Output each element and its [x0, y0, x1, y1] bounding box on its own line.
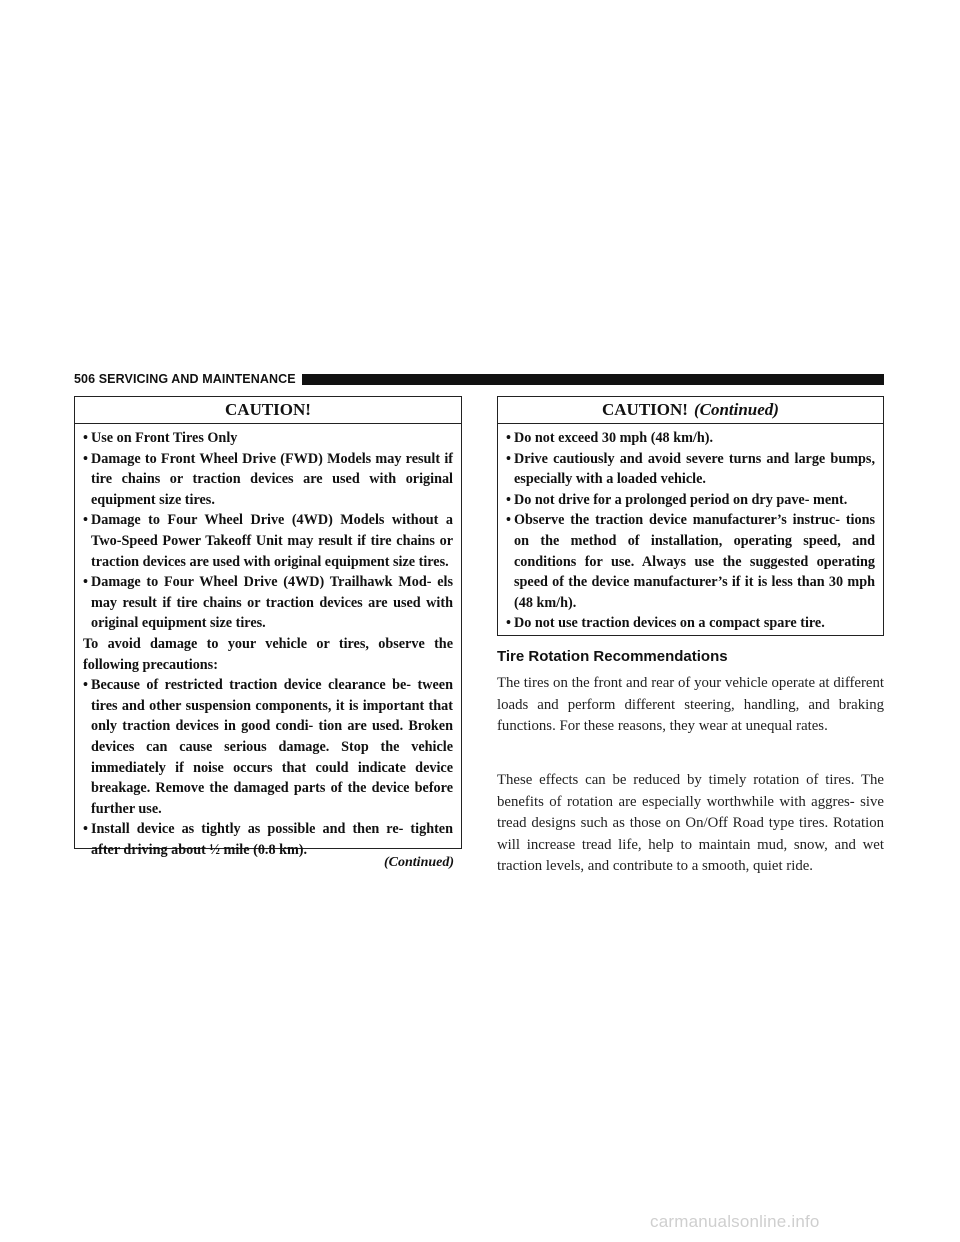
body-paragraph: The tires on the front and rear of your vehicle operate at different loads and perform different steering, handling, and braking functions. For these reasons, they wear at unequal rates. — [497, 675, 884, 735]
watermark: carmanualsonline.info — [650, 1212, 820, 1231]
bullet-text: Use on Front Tires Only — [91, 430, 238, 446]
section-heading: Tire Rotation Recommendations — [497, 648, 728, 665]
caution-box-right — [497, 396, 884, 636]
bullet-dot: • — [506, 430, 511, 446]
bullet-item — [506, 428, 875, 449]
bullet-dot: • — [83, 677, 88, 694]
bullet-item — [506, 613, 875, 634]
caution-title-text: CAUTION! — [602, 400, 688, 419]
bullet-dot: • — [506, 512, 511, 529]
bullet-text: Do not exceed 30 mph (48 km/h). — [514, 430, 714, 446]
bullet-item — [83, 572, 453, 634]
bullet-item — [83, 428, 453, 449]
bullet-dot: • — [506, 491, 511, 508]
bullet-item — [83, 510, 453, 572]
caution-title-text: CAUTION! — [225, 400, 311, 419]
page-header-text: 506 SERVICING AND MAINTENANCE — [74, 372, 296, 386]
bullet-text: Drive cautiously and avoid severe turns and large bumps, especially with a loaded vehicle. — [514, 450, 875, 488]
caution-box-left — [74, 396, 462, 858]
bullet-text: Because of restricted traction device clearance be- tween tires and other suspension components, it is important that only traction devices in good condi- tion are used. Broken devices can cause serious damage. Stop the vehicle immediately if noise occurs that could indicate device breakage. Remove the damaged parts of the device before further use. — [91, 677, 453, 817]
caution-intro: To avoid damage to your vehicle or tires, observe the following precautions: — [83, 635, 453, 673]
bullet-text: Install device as tightly as possible and then re- tighten after driving about ½ mile (0.8 km). — [91, 821, 453, 858]
bullet-dot: • — [83, 574, 88, 591]
caution-title — [75, 397, 461, 424]
bullet-item — [83, 675, 453, 819]
bullet-dot: • — [506, 615, 511, 632]
bullet-text: Observe the traction device manufacturer’s instruc- tions on the method of installation, operating speed, and conditions for use. Always use the suggested operating speed of the device manufacturer’s if it is less than 30 mph (48 km/h). — [514, 512, 875, 611]
bullet-dot: • — [506, 450, 511, 467]
bullet-text: Damage to Front Wheel Drive (FWD) Models may result if tire chains or traction devices are used with original equipment size tires. — [91, 450, 453, 508]
bullet-item — [506, 449, 875, 490]
caution-body — [498, 424, 883, 634]
bullet-dot: • — [83, 821, 88, 838]
bullet-dot: • — [83, 450, 88, 467]
caution-body — [75, 424, 461, 860]
bullet-item — [83, 449, 453, 511]
bullet-text: Do not use traction devices on a compact spare tire. — [514, 615, 825, 632]
bullet-item — [506, 510, 875, 613]
bullet-text: Do not drive for a prolonged period on dry pave- ment. — [514, 491, 848, 508]
bullet-text: Damage to Four Wheel Drive (4WD) Trailhawk Mod- els may result if tire chains or traction devices are used with original equipment size tires. — [91, 574, 453, 632]
header-rule — [302, 374, 884, 385]
bullet-item — [506, 490, 875, 511]
caution-title — [498, 397, 883, 424]
bullet-text: Damage to Four Wheel Drive (4WD) Models without a Two-Speed Power Takeoff Unit may result if tire chains or traction devices are used with original equipment size tires. — [91, 512, 453, 570]
continued-label: (Continued) — [384, 855, 455, 870]
body-paragraph: These effects can be reduced by timely rotation of tires. The benefits of rotation are especially worthwhile with aggres- sive tread designs such as those on On/Off Road type tires. Rotation will increase tread life, help to maintain mud, snow, and wet traction levels, and contribute to a smooth, quiet ride. — [497, 772, 884, 875]
bullet-dot: • — [83, 512, 88, 529]
caution-title-continued: (Continued) — [693, 400, 779, 419]
bullet-dot: • — [83, 430, 88, 446]
page-header — [74, 371, 884, 387]
